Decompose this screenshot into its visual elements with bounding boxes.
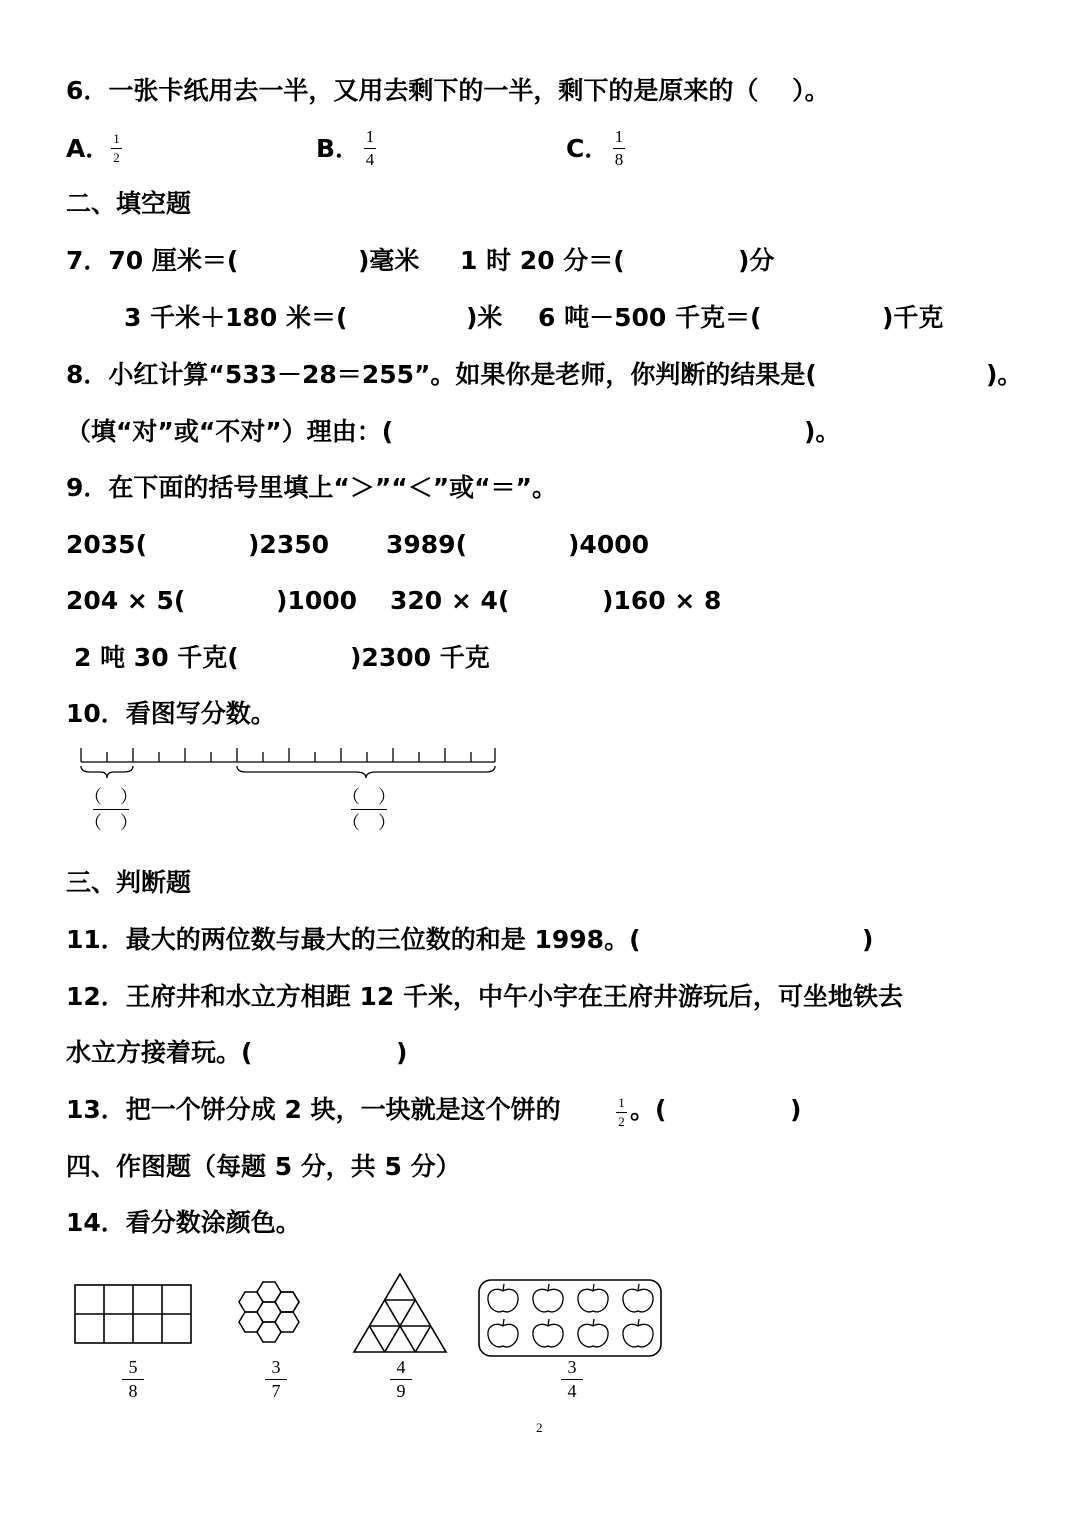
q9-item4-left: 320 × 4( — [390, 586, 510, 615]
q8-line1-text: 8．小红计算“533－28＝255”。如果你是老师，你判断的结果是( — [66, 360, 817, 389]
section-2-heading: 二、填空题 — [66, 189, 192, 218]
q6-option-c-label: C． — [566, 134, 610, 163]
q8-line1-close: )。 — [986, 360, 1023, 389]
q6-option-c-fraction — [613, 128, 625, 168]
q8-line2-text: （填“对”或“不对”）理由：( — [66, 417, 394, 446]
q13-numerator: 1 — [618, 1095, 625, 1110]
apple-icon[interactable] — [623, 1284, 653, 1312]
q13-close: ) — [790, 1095, 802, 1124]
q13-fraction — [616, 1096, 627, 1128]
q10-number-line-figure — [76, 744, 500, 784]
q10-right-numerator-blank[interactable]: （ ） — [342, 787, 396, 807]
rectangle-grid-figure[interactable] — [74, 1284, 192, 1344]
q7-line2-part-d: )千克 — [882, 303, 944, 332]
triangle-grid-numerator: 4 — [396, 1357, 406, 1377]
hexagon-cluster-figure[interactable] — [236, 1280, 316, 1352]
q12-line2: 水立方接着玩。( — [66, 1038, 253, 1067]
q9-item5-left: 2 吨 30 千克( — [74, 643, 239, 672]
q6-option-a-denominator: 2 — [113, 150, 120, 165]
q10-left-denominator-blank[interactable]: （ ） — [84, 813, 138, 833]
q10-left-fraction-blank[interactable] — [84, 788, 138, 832]
q9-item3-left: 204 × 5( — [66, 586, 186, 615]
section-3-heading: 三、判断题 — [66, 868, 192, 897]
apple-icon[interactable] — [578, 1319, 608, 1347]
q14-text: 14．看分数涂颜色。 — [66, 1208, 301, 1237]
q12-close: ) — [396, 1038, 408, 1067]
q6-option-a-fraction — [111, 132, 122, 164]
q9-text: 9．在下面的括号里填上“＞”“＜”或“＝”。 — [66, 473, 557, 502]
q9-item1-left: 2035( — [66, 530, 148, 559]
q8-line2-close: )。 — [804, 417, 841, 446]
q6-text: 6．一张卡纸用去一半，又用去剩下的一半，剩下的是原来的（ ）。 — [66, 76, 830, 105]
q10-right-fraction-blank[interactable] — [342, 788, 396, 832]
triangle-grid-figure[interactable] — [352, 1272, 448, 1354]
q7-line1-part-c: 1 时 20 分＝( — [460, 246, 625, 275]
q9-item2-right: )4000 — [568, 530, 650, 559]
rectangle-grid-numerator: 5 — [128, 1357, 138, 1377]
hexagon-cluster-numerator: 3 — [271, 1357, 281, 1377]
q6-option-a-numerator: 1 — [113, 131, 120, 146]
q10-text: 10．看图写分数。 — [66, 699, 276, 728]
q7-line2-part-b: )米 — [466, 303, 503, 332]
q7-line2-part-c: 6 吨－500 千克＝( — [538, 303, 762, 332]
q6-option-a-label: A． — [66, 134, 111, 163]
q6-option-b-label: B． — [316, 134, 361, 163]
q6-option-c-numerator: 1 — [614, 127, 624, 146]
q9-item1-right: )2350 — [248, 530, 330, 559]
q7-line2-part-a: 3 千米＋180 米＝( — [124, 303, 348, 332]
rectangle-grid-denominator: 8 — [128, 1381, 138, 1401]
q6-option-b-numerator: 1 — [365, 127, 375, 146]
q12-line1: 12．王府井和水立方相距 12 千米，中午小宇在王府井游玩后，可坐地铁去 — [66, 982, 903, 1011]
q9-item3-right: )1000 — [276, 586, 358, 615]
q9-item5-right: )2300 千克 — [350, 643, 490, 672]
q9-item2-left: 3989( — [386, 530, 468, 559]
section-4-heading: 四、作图题（每题 5 分，共 5 分） — [66, 1152, 461, 1181]
q10-right-denominator-blank[interactable]: （ ） — [342, 813, 396, 833]
q7-line1-part-d: )分 — [738, 246, 775, 275]
rectangle-grid-fraction — [122, 1358, 144, 1400]
page-number: 2 — [536, 1420, 543, 1435]
q6-option-b-denominator: 4 — [365, 150, 375, 169]
apple-icon[interactable] — [488, 1319, 518, 1347]
q7-line1-part-b: )毫米 — [358, 246, 420, 275]
q7-line1-part-a: 7．70 厘米＝( — [66, 246, 239, 275]
q6-option-b-fraction — [364, 128, 376, 168]
apple-box-figure[interactable] — [477, 1278, 663, 1358]
q10-left-numerator-blank[interactable]: （ ） — [84, 787, 138, 807]
apple-box-numerator: 3 — [567, 1357, 577, 1377]
q6-option-c-denominator: 8 — [614, 150, 624, 169]
triangle-grid-fraction — [390, 1358, 412, 1400]
hexagon-cluster-fraction — [265, 1358, 287, 1400]
triangle-grid-denominator: 9 — [396, 1381, 406, 1401]
apple-icon[interactable] — [488, 1284, 518, 1312]
q9-item4-right: )160 × 8 — [602, 586, 722, 615]
q13-after: 。( — [630, 1095, 667, 1124]
apple-box-denominator: 4 — [567, 1381, 577, 1401]
q11-close: ) — [862, 925, 874, 954]
q13-denominator: 2 — [618, 1114, 625, 1129]
apple-icon[interactable] — [533, 1319, 563, 1347]
apple-icon[interactable] — [578, 1284, 608, 1312]
apple-icon[interactable] — [533, 1284, 563, 1312]
apple-icon[interactable] — [623, 1319, 653, 1347]
q13-text: 13．把一个饼分成 2 块，一块就是这个饼的 — [66, 1095, 561, 1124]
hexagon-cluster-denominator: 7 — [271, 1381, 281, 1401]
apple-box-fraction — [561, 1358, 583, 1400]
q11-text: 11．最大的两位数与最大的三位数的和是 1998。( — [66, 925, 641, 954]
